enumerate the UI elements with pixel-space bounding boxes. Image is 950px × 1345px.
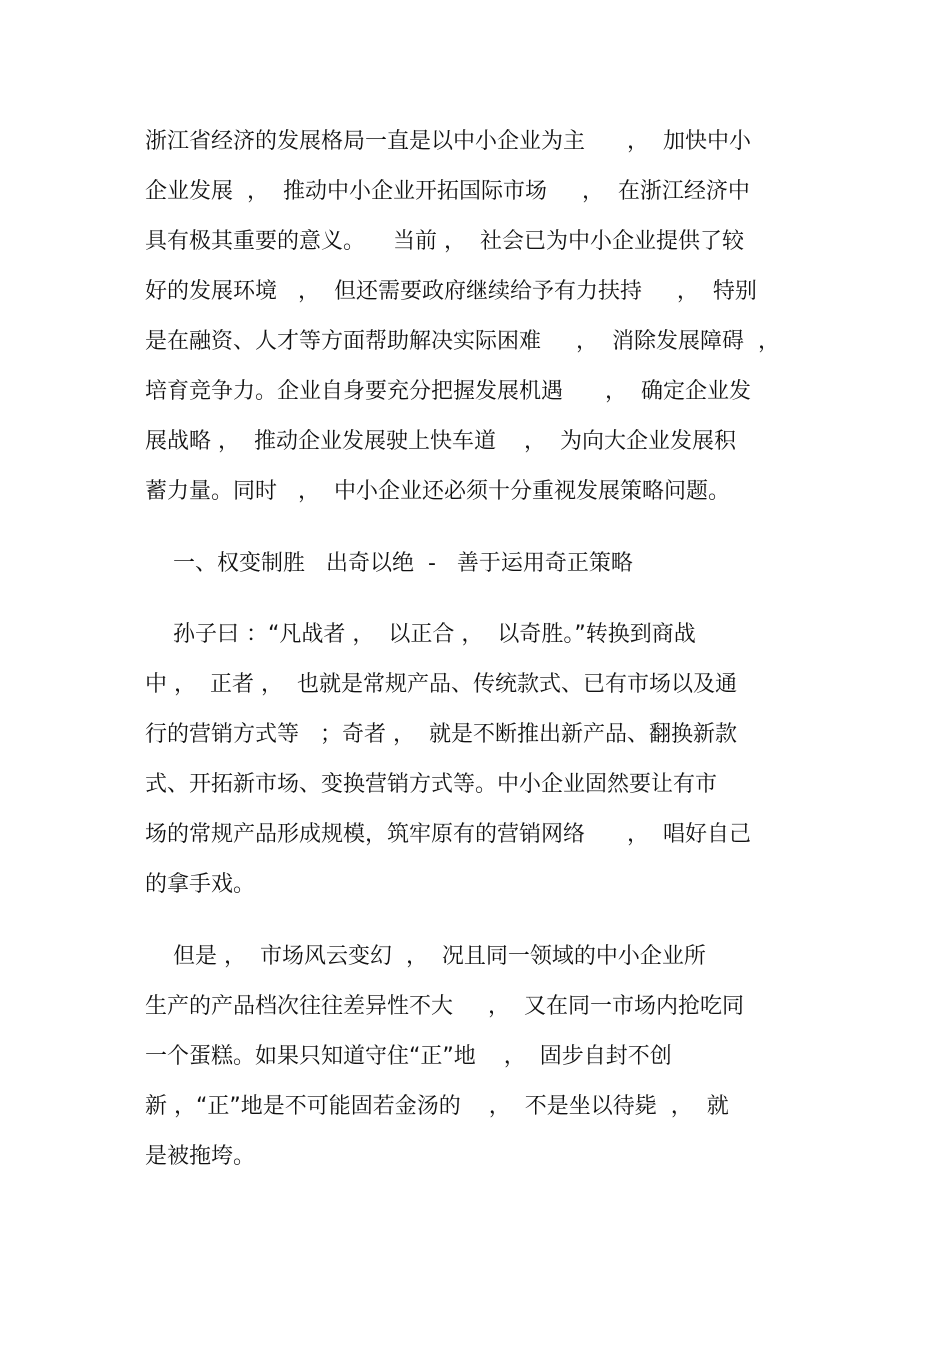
text-line: 一个蛋糕。如果只知道守住“正”地 ， 固步自封不创 xyxy=(145,1044,672,1069)
text-line: 好的发展环境 ， 但还需要政府继续给予有力扶持 ， 特别 xyxy=(145,279,757,304)
text-line: 行的营销方式等 ；奇者 ， 就是不断推出新产品、翻换新款 xyxy=(145,722,737,747)
text-line: 展战略 ， 推动企业发展驶上快车道 ， 为向大企业发展积 xyxy=(145,429,736,454)
text-line: 培育竞争力。企业自身要充分把握发展机遇 ， 确定企业发 xyxy=(145,379,751,404)
text-line: 式、开拓新市场、变换营销方式等。中小企业固然要让有市 xyxy=(145,772,718,797)
text-line: 是在融资、人才等方面帮助解决实际困难 ， 消除发展障碍 ， xyxy=(145,329,780,354)
text-line: 生产的产品档次往往差异性不大 ， 又在同一市场内抢吃同 xyxy=(145,994,744,1019)
text-line: 具有极其重要的意义。 当前 ， 社会已为中小企业提供了较 xyxy=(145,229,744,254)
text-line: 中 ， 正者 ， 也就是常规产品、传统款式、已有市场以及通 xyxy=(145,672,737,697)
text-line: 新 ，“正”地是不可能固若金汤的 ， 不是坐以待毙 ， 就 xyxy=(145,1094,729,1119)
section-heading: 一、权变制胜 出奇以绝 - 善于运用奇正策略 xyxy=(145,551,633,576)
text-line: 场的常规产品形成规模，筑牢原有的营销网络 ， 唱好自己 xyxy=(145,822,751,847)
text-line: 的拿手戏。 xyxy=(145,872,256,897)
text-line: 蓄力量。同时 ， 中小企业还必须十分重视发展策略问题。 xyxy=(145,479,730,504)
text-line: 是被拖垮。 xyxy=(145,1144,256,1169)
text-line: 企业发展 ， 推动中小企业开拓国际市场 ， 在浙江经济中 xyxy=(145,179,750,204)
text-line: 浙江省经济的发展格局一直是以中小企业为主 ， 加快中小 xyxy=(145,129,751,154)
text-line: 孙子曰 ：“凡战者 ， 以正合 ， 以奇胜。”转换到商战 xyxy=(145,622,696,647)
text-line: 但是 ， 市场风云变幻 ， 况且同一领域的中小企业所 xyxy=(145,944,706,969)
